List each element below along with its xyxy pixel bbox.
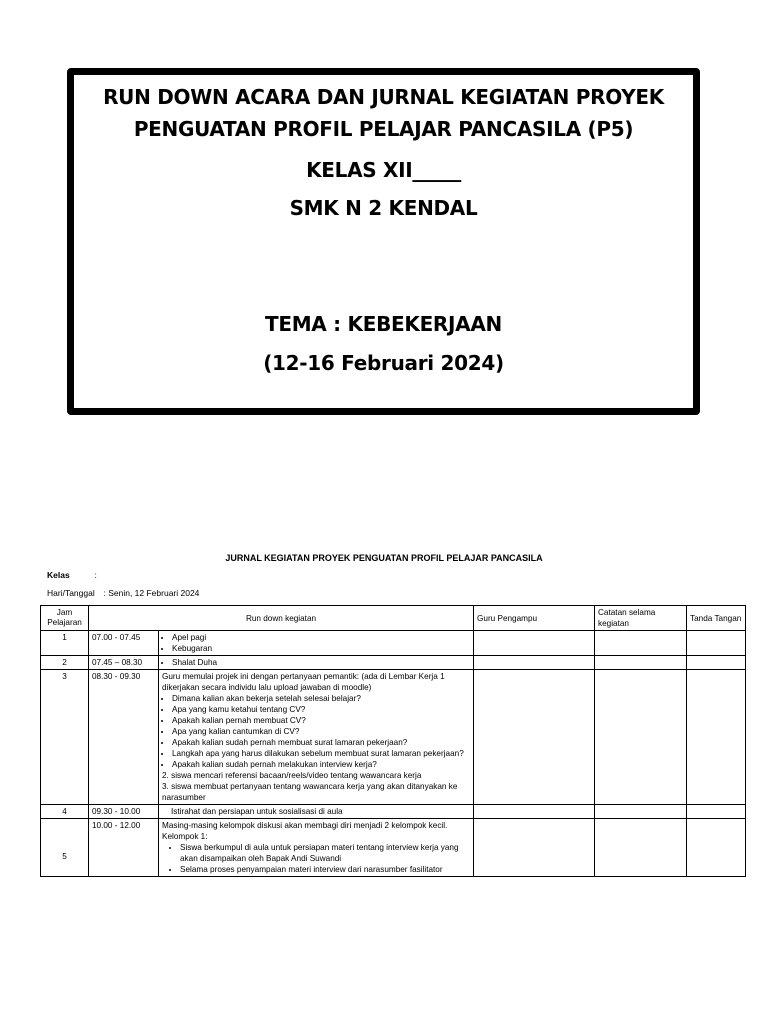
guru-cell: [474, 805, 595, 819]
table-row: [41, 805, 746, 819]
cover-theme: TEMA : KEBEKERJAAN: [265, 312, 502, 336]
row-time: 08.30 - 09.30: [89, 670, 159, 805]
row-activity: [159, 819, 474, 877]
ttd-cell: [687, 656, 746, 670]
table-row: [41, 819, 746, 877]
list-item: • Kebugaran: [172, 643, 470, 654]
date-line: [47, 588, 199, 598]
list-item: • Langkah apa yang harus dilakukan sebelum membuat surat lamaran pekerjaan?: [172, 748, 470, 759]
list-item: • Apakah kalian pernah membuat CV?: [172, 715, 470, 726]
list-item: • Apakah kalian sudah pernah melakukan interview kerja?: [172, 759, 470, 770]
row-activity: [159, 656, 474, 670]
row-number: 1: [41, 631, 89, 656]
cover-date: (12-16 Februari 2024): [263, 351, 504, 375]
kelas-line: [47, 570, 97, 580]
table-row: [41, 656, 746, 670]
row-activity: [159, 670, 474, 805]
row-number: 5: [41, 819, 89, 877]
header-catatan: Catatan selama kegiatan: [595, 606, 687, 631]
cover-box: [67, 68, 700, 415]
ttd-cell: [687, 670, 746, 805]
catatan-cell: [595, 631, 687, 656]
list-item: • Apakah kalian sudah pernah membuat surat lamaran pekerjaan?: [172, 737, 470, 748]
ttd-cell: [687, 819, 746, 877]
journal-table: [40, 605, 746, 877]
row-time: 09.30 - 10.00: [89, 805, 159, 819]
header-ttd: Tanda Tangan: [687, 606, 746, 631]
row-activity: [159, 805, 474, 819]
table-header-row: [41, 606, 746, 631]
row-number: 2: [41, 656, 89, 670]
row-time: 10.00 - 12.00: [89, 819, 159, 877]
catatan-cell: [595, 670, 687, 805]
activity-step: 3. siswa membuat pertanyaan tentang wawancara kerja yang akan ditanyakan ke narasumber: [162, 782, 458, 802]
row-time: 07.45 – 08.30: [89, 656, 159, 670]
list-item: • Dimana kalian akan bekerja setelah selesai belajar?: [172, 693, 470, 704]
catatan-cell: [595, 819, 687, 877]
header-guru: Guru Pengampu: [474, 606, 595, 631]
row-number: 3: [41, 670, 89, 805]
kelas-separator: :: [94, 570, 97, 580]
cover-title-line-2: PENGUATAN PROFIL PELAJAR PANCASILA (P5): [133, 117, 634, 141]
hari-label: Hari/Tanggal: [47, 588, 95, 598]
guru-cell: [474, 819, 595, 877]
guru-cell: [474, 656, 595, 670]
hari-value: : Senin, 12 Februari 2024: [103, 588, 200, 598]
list-item: • Selama proses penyampaian materi interview dari narasumber fasilitator: [180, 864, 470, 875]
catatan-cell: [595, 805, 687, 819]
guru-cell: [474, 631, 595, 656]
list-item: • Shalat Duha: [172, 657, 470, 668]
activity-subheading: Kelompok 1:: [162, 832, 208, 841]
table-row: [41, 631, 746, 656]
list-item: • Siswa berkumpul di aula untuk persiapan materi tentang interview kerja yang akan disampaikan oleh Bapak Andi Suwandi: [180, 842, 470, 864]
row-time: 07.00 - 07.45: [89, 631, 159, 656]
table-row: [41, 670, 746, 805]
list-item: • Apa yang kalian cantumkan di CV?: [172, 726, 470, 737]
header-rundown: Run down kegiatan: [89, 606, 474, 631]
activity-step: 2. siswa mencari referensi bacaan/reels/video tentang wawancara kerja: [162, 771, 422, 780]
ttd-cell: [687, 631, 746, 656]
activity-text: Istirahat dan persiapan untuk sosialisasi di aula: [171, 807, 343, 816]
header-jam: Jam Pelajaran: [41, 606, 89, 631]
cover-school: SMK N 2 KENDAL: [289, 196, 478, 220]
kelas-label: Kelas: [47, 570, 70, 580]
cover-class: KELAS XII_____: [306, 158, 461, 182]
row-activity: [159, 631, 474, 656]
activity-intro: Masing-masing kelompok diskusi akan membagi diri menjadi 2 kelompok kecil.: [162, 821, 448, 830]
journal-title: JURNAL KEGIATAN PROYEK PENGUATAN PROFIL PELAJAR PANCASILA: [225, 553, 543, 563]
guru-cell: [474, 670, 595, 805]
list-item: • Apa yang kamu ketahui tentang CV?: [172, 704, 470, 715]
activity-intro: Guru memulai projek ini dengan pertanyaan pemantik: (ada di Lembar Kerja 1 dikerjakan secara individu lalu upload jawaban di moodle): [162, 672, 445, 692]
cover-title-line-1: RUN DOWN ACARA DAN JURNAL KEGIATAN PROYEK: [103, 85, 664, 109]
row-number: 4: [41, 805, 89, 819]
catatan-cell: [595, 656, 687, 670]
list-item: • Apel pagi: [172, 632, 470, 643]
ttd-cell: [687, 805, 746, 819]
